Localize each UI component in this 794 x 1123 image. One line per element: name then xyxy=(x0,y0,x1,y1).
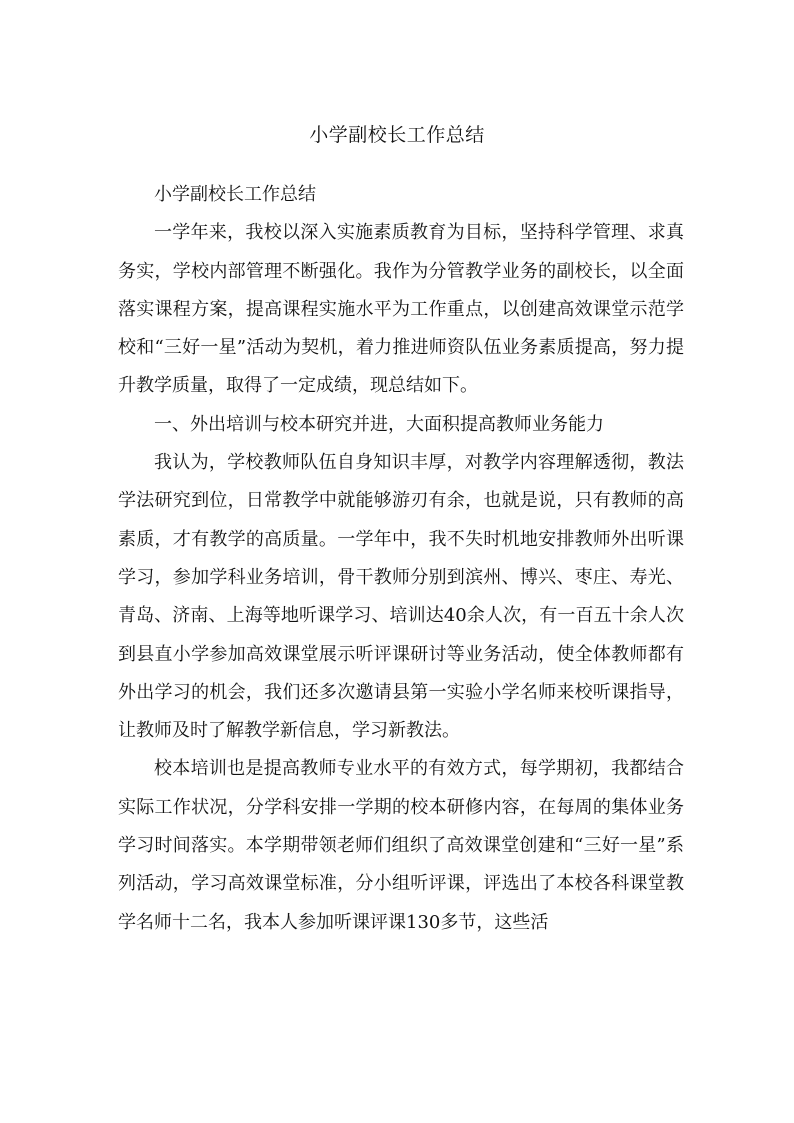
document-title: 小学副校长工作总结 xyxy=(309,124,485,146)
section-heading-1: 一、外出培训与校本研究并进，大面积提高教师业务能力 xyxy=(154,413,604,435)
document-subtitle: 小学副校长工作总结 xyxy=(154,184,316,205)
paragraph-training: 我认为，学校教师队伍自身知识丰厚，对教学内容理解透彻，教法学法研究到位，日常教学中就能够游刃有余，也就是说，只有教师的高素质，才有教学的高质量。一学年中，我不失时机地安排教师外出听课学习，参加学科业务培训，骨干教师分别到滨州、博兴、枣庄、寿光、青岛、济南、上海等地听课学习、培训达40余人次，有一百五十余人次到县直小学参加高效课堂展示听评课研讨等业务活动，使全体教师都有外出学习的机会，我们还多次邀请县第一实验小学名师来校听课指导，让教师及时了解教学新信息，学习新教法。 xyxy=(118,452,684,742)
paragraph-intro: 一学年来，我校以深入实施素质教育为目标，坚持科学管理、求真务实，学校内部管理不断强化。我作为分管教学业务的副校长，以全面落实课程方案，提高课程实施水平为工作重点，以创建高效课堂示范学校和“三好一星”活动为契机，着力推进师资队伍业务素质提高，努力提升教学质量，取得了一定成绩，现总结如下。 xyxy=(118,222,684,397)
paragraph-school-training: 校本培训也是提高教师专业水平的有效方式，每学期初，我都结合实际工作状况，分学科安排一学期的校本研修内容，在每周的集体业务学习时间落实。本学期带领老师们组织了高效课堂创建和“三好一星”系列活动，学习高效课堂标准，分小组听评课，评选出了本校各科课堂教学名师十二名，我本人参加听课评课130多节，这些活 xyxy=(118,758,684,933)
document-body xyxy=(118,176,684,942)
